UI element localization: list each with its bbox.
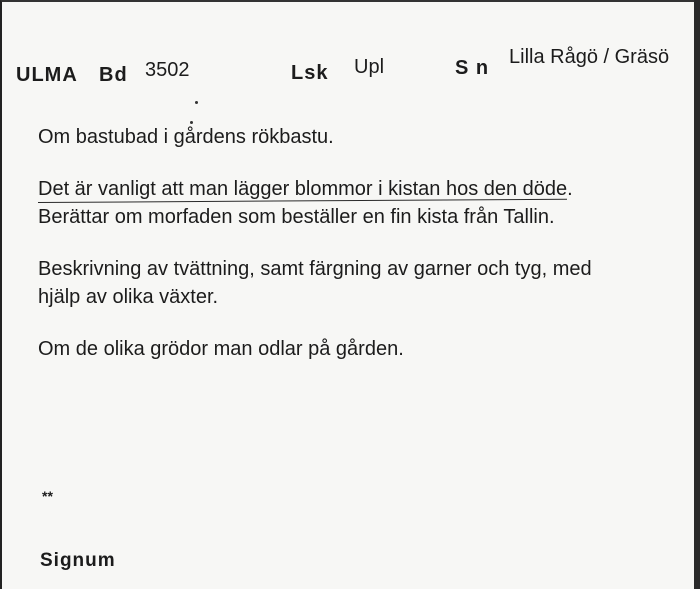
note-line-4: Beskrivning av tvättning, samt färgning av garner och tyg, med xyxy=(38,258,592,280)
scan-edge xyxy=(694,0,700,589)
note-line-6: Om de olika grödor man odlar på gården. xyxy=(38,338,404,360)
note-line-2 xyxy=(38,178,573,201)
sn-value: Lilla Rågö / Gräsö xyxy=(509,46,670,68)
sentence-period: . xyxy=(567,178,573,200)
ink-dot xyxy=(190,121,193,124)
note-line-1: Om bastubad i gårdens rökbastu. xyxy=(38,126,334,148)
signum-label: Signum xyxy=(40,550,116,571)
ink-dot xyxy=(195,101,198,104)
stars-marker: ** xyxy=(42,488,53,504)
lsk-value: Upl xyxy=(354,56,385,78)
bd-value: 3502 xyxy=(145,59,190,81)
archive-label: ULMA xyxy=(16,64,78,86)
sn-label: S n xyxy=(455,57,490,79)
bd-label: Bd xyxy=(99,64,128,86)
lsk-label: Lsk xyxy=(291,62,329,84)
underlined-sentence: Det är vanligt att man lägger blommor i kistan hos den döde xyxy=(38,178,568,200)
note-line-5: hjälp av olika växter. xyxy=(38,286,219,308)
note-line-3: Berättar om morfaden som beställer en fin kista från Tallin. xyxy=(38,206,555,228)
